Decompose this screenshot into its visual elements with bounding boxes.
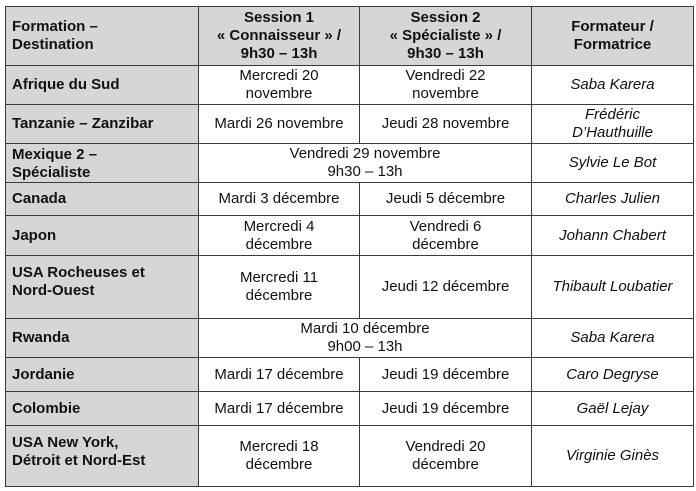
table-row: [6, 66, 694, 105]
trainer-cell: Frédéric D’Hauthuille: [532, 105, 694, 144]
trainer-cell: Thibault Loubatier: [532, 256, 694, 319]
session-1-cell: Mardi 17 décembre: [199, 392, 360, 426]
session-2-cell: Jeudi 28 novembre: [360, 105, 532, 144]
trainer-cell: Charles Julien: [532, 183, 694, 216]
session-2-cell: Jeudi 19 décembre: [360, 392, 532, 426]
table-row: [6, 216, 694, 256]
session-2-cell: Jeudi 5 décembre: [360, 183, 532, 216]
merged-session-cell: Vendredi 29 novembre 9h30 – 13h: [199, 144, 532, 183]
training-schedule-table: [5, 6, 694, 487]
trainer-cell: Saba Karera: [532, 319, 694, 358]
session-1-cell: Mercredi 4 décembre: [199, 216, 360, 256]
merged-session-cell: Mardi 10 décembre 9h00 – 13h: [199, 319, 532, 358]
header-trainer: Formateur / Formatrice: [532, 7, 694, 66]
destination-cell: USA New York, Détroit et Nord-Est: [6, 426, 199, 487]
destination-cell: Tanzanie – Zanzibar: [6, 105, 199, 144]
session-2-cell: Vendredi 20 décembre: [360, 426, 532, 487]
session-1-cell: Mercredi 11 décembre: [199, 256, 360, 319]
session-1-cell: Mardi 26 novembre: [199, 105, 360, 144]
table-row: [6, 358, 694, 392]
destination-cell: Canada: [6, 183, 199, 216]
trainer-cell: Johann Chabert: [532, 216, 694, 256]
trainer-cell: Virginie Ginès: [532, 426, 694, 487]
trainer-cell: Caro Degryse: [532, 358, 694, 392]
table-row: [6, 183, 694, 216]
trainer-cell: Gaël Lejay: [532, 392, 694, 426]
destination-cell: Afrique du Sud: [6, 66, 199, 105]
table-row: [6, 256, 694, 319]
session-1-cell: Mardi 17 décembre: [199, 358, 360, 392]
table-row: [6, 144, 694, 183]
session-1-cell: Mercredi 18 décembre: [199, 426, 360, 487]
trainer-cell: Sylvie Le Bot: [532, 144, 694, 183]
session-1-cell: Mercredi 20 novembre: [199, 66, 360, 105]
header-session-2: Session 2 « Spécialiste » / 9h30 – 13h: [360, 7, 532, 66]
session-2-cell: Jeudi 12 décembre: [360, 256, 532, 319]
table-row: [6, 105, 694, 144]
destination-cell: Japon: [6, 216, 199, 256]
session-1-cell: Mardi 3 décembre: [199, 183, 360, 216]
session-2-cell: Vendredi 6 décembre: [360, 216, 532, 256]
session-2-cell: Jeudi 19 décembre: [360, 358, 532, 392]
header-session-1: Session 1 « Connaisseur » / 9h30 – 13h: [199, 7, 360, 66]
header-row: [6, 7, 694, 66]
header-destination: Formation – Destination: [6, 7, 199, 66]
destination-cell: Mexique 2 – Spécialiste: [6, 144, 199, 183]
table-row: [6, 392, 694, 426]
table-row: [6, 319, 694, 358]
session-2-cell: Vendredi 22 novembre: [360, 66, 532, 105]
destination-cell: USA Rocheuses et Nord-Ouest: [6, 256, 199, 319]
destination-cell: Rwanda: [6, 319, 199, 358]
table-row: [6, 426, 694, 487]
trainer-cell: Saba Karera: [532, 66, 694, 105]
destination-cell: Colombie: [6, 392, 199, 426]
destination-cell: Jordanie: [6, 358, 199, 392]
